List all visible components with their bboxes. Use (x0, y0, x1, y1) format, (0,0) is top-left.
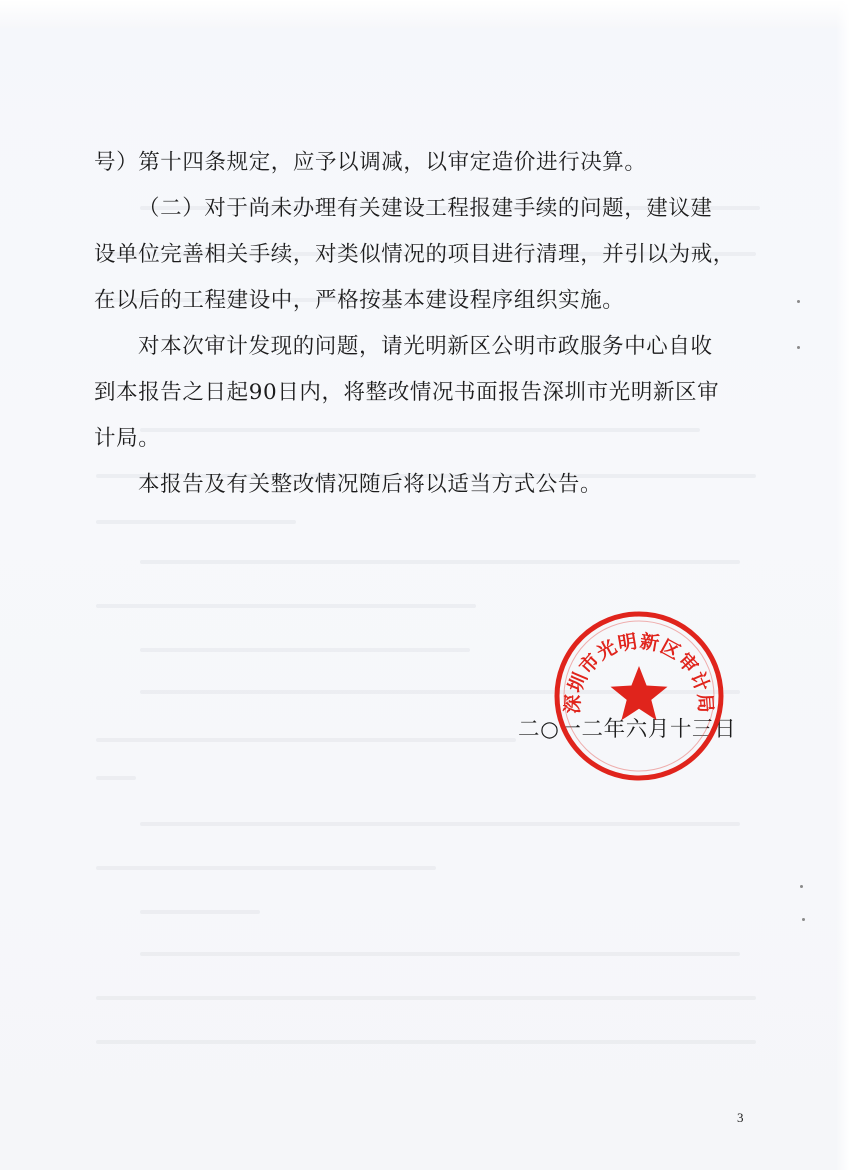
body-line-6: 到本报告之日起90日内，将整改情况书面报告深圳市光明新区审 (94, 380, 720, 405)
body-line-3: 设单位完善相关手续，对类似情况的项目进行清理，并引以为戒， (94, 242, 735, 267)
body-line-4: 在以后的工程建设中，严格按基本建设程序组织实施。 (94, 288, 625, 313)
seal-text: 深圳市光明新区审计局 (561, 630, 717, 715)
report-body (94, 140, 774, 508)
body-line-7: 计局。 (94, 426, 161, 451)
page-right-edge (836, 0, 850, 1170)
page-number: 3 (737, 1110, 744, 1125)
official-seal (553, 610, 725, 782)
scan-speck (797, 346, 800, 349)
scan-speck (797, 300, 800, 303)
body-line-1: 号）第十四条规定，应予以调减，以审定造价进行决算。 (94, 150, 647, 175)
scan-speck (800, 885, 803, 888)
report-date: 二○一二年六月十三日 (518, 717, 737, 742)
seal-star-icon (611, 666, 668, 720)
scan-speck (802, 918, 805, 921)
body-line-5: 对本次审计发现的问题，请光明新区公明市政服务中心自收 (138, 334, 713, 359)
page-top-edge (0, 0, 850, 28)
seal-graphic (557, 614, 721, 778)
body-line-2: （二）对于尚未办理有关建设工程报建手续的问题，建议建 (138, 196, 713, 221)
body-line-8: 本报告及有关整改情况随后将以适当方式公告。 (138, 472, 603, 497)
